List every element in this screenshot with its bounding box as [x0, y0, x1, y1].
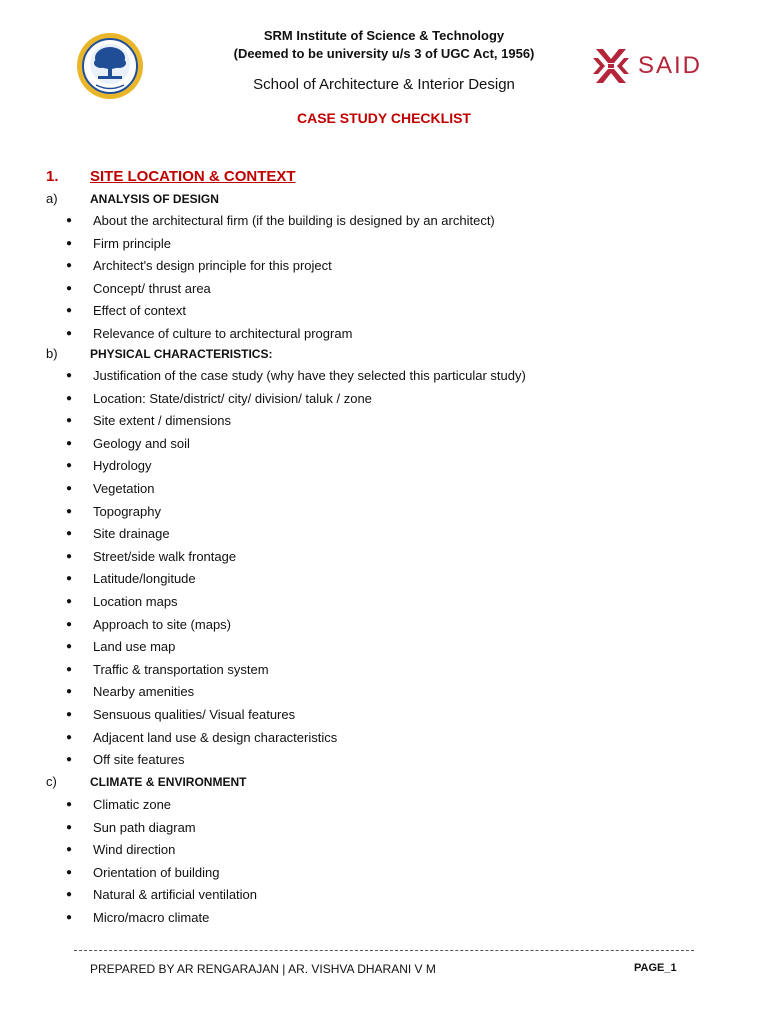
bullet-icon: ● — [66, 327, 73, 339]
bullet-icon: ● — [66, 392, 73, 404]
list-item-text: Location: State/district/ city/ division/ taluk / zone — [93, 390, 372, 406]
subsection-title: PHYSICAL CHARACTERISTICS: — [90, 347, 273, 361]
list-item — [66, 365, 526, 388]
bullet-icon: ● — [66, 686, 73, 698]
list-item — [66, 568, 526, 591]
bullet-icon: ● — [66, 305, 73, 317]
subsection-heading-a — [46, 189, 219, 209]
list-item-text: Wind direction — [93, 842, 176, 858]
bullet-icon: ● — [66, 821, 73, 833]
list-item — [66, 501, 526, 524]
subsection-letter: b) — [46, 346, 58, 361]
bullet-icon: ● — [66, 437, 73, 449]
checklist-a — [66, 210, 495, 346]
list-item — [66, 255, 495, 278]
said-emblem-icon — [592, 46, 630, 86]
list-item — [66, 233, 495, 256]
bullet-icon: ● — [66, 550, 73, 562]
list-item-text: Climatic zone — [93, 797, 172, 812]
bullet-icon: ● — [66, 460, 73, 472]
section-number: 1. — [46, 168, 59, 185]
bullet-icon: ● — [66, 866, 73, 878]
list-item — [66, 278, 495, 301]
bullet-icon: ● — [66, 482, 73, 494]
bullet-icon: ● — [66, 844, 73, 856]
list-item — [66, 323, 495, 346]
document-title: CASE STUDY CHECKLIST — [297, 110, 471, 126]
subsection-letter: a) — [46, 191, 58, 206]
list-item — [66, 704, 526, 727]
school-name: School of Architecture & Interior Design — [253, 76, 515, 93]
bullet-icon: ● — [66, 573, 73, 585]
list-item-text: Concept/ thrust area — [93, 280, 211, 296]
list-item-text: Traffic & transportation system — [93, 661, 269, 677]
list-item-text: Natural & artificial ventilation — [93, 887, 258, 903]
list-item-text: Site extent / dimensions — [93, 413, 232, 429]
list-item — [66, 210, 495, 233]
bullet-icon: ● — [66, 663, 73, 675]
bullet-icon: ● — [66, 260, 73, 272]
footer-prepared-by: PREPARED BY AR RENGARAJAN | AR. VISHVA DHARANI V M — [90, 962, 436, 976]
section-heading — [46, 168, 296, 185]
footer-divider — [74, 950, 694, 951]
list-item — [66, 681, 526, 704]
list-item-text: Off site features — [93, 752, 185, 768]
list-item — [66, 300, 495, 323]
bullet-icon: ● — [66, 237, 73, 249]
list-item — [66, 817, 257, 840]
list-item — [66, 839, 257, 862]
list-item-text: Firm principle — [93, 235, 172, 251]
list-item-text: Site drainage — [93, 526, 170, 542]
list-item — [66, 636, 526, 659]
footer-page-number: PAGE_1 — [634, 962, 677, 974]
subsection-letter: c) — [46, 774, 57, 789]
bullet-icon: ● — [66, 618, 73, 630]
list-item — [66, 478, 526, 501]
list-item-text: Location maps — [93, 593, 178, 609]
subsection-title: ANALYSIS OF DESIGN — [90, 192, 219, 206]
checklist-c — [66, 794, 257, 930]
list-item — [66, 907, 257, 930]
bullet-icon: ● — [66, 505, 73, 517]
list-item-text: Hydrology — [93, 458, 152, 474]
bullet-icon: ● — [66, 370, 73, 381]
subsection-heading-b — [46, 344, 272, 364]
list-item — [66, 591, 526, 614]
section-title: SITE LOCATION & CONTEXT — [90, 168, 296, 185]
list-item — [66, 433, 526, 456]
bullet-icon: ● — [66, 415, 73, 427]
list-item-text: Micro/macro climate — [93, 909, 210, 925]
list-item-text: Adjacent land use & design characteristics — [93, 729, 338, 745]
list-item — [66, 659, 526, 682]
list-item-text: Approach to site (maps) — [93, 616, 232, 632]
list-item — [66, 410, 526, 433]
bullet-icon: ● — [66, 889, 73, 901]
list-item-text: Latitude/longitude — [93, 571, 196, 587]
said-logo-text: SAID — [638, 52, 703, 79]
subsection-title: CLIMATE & ENVIRONMENT — [90, 775, 247, 789]
said-logo — [592, 46, 704, 90]
bullet-icon: ● — [66, 911, 73, 923]
checklist-b — [66, 365, 526, 772]
list-item — [66, 455, 526, 478]
list-item-text: Topography — [93, 503, 161, 519]
list-item-text: Sun path diagram — [93, 819, 196, 835]
institution-name: SRM Institute of Science & Technology — [263, 28, 505, 43]
bullet-icon: ● — [66, 641, 73, 653]
list-item — [66, 546, 526, 569]
list-item — [66, 884, 257, 907]
list-item — [66, 523, 526, 546]
list-item-text: Geology and soil — [93, 435, 190, 451]
bullet-icon: ● — [66, 282, 73, 294]
list-item — [66, 614, 526, 637]
list-item-text: Land use map — [93, 639, 176, 655]
bullet-icon: ● — [66, 595, 73, 607]
subsection-heading-c — [46, 772, 246, 792]
bullet-icon: ● — [66, 799, 73, 810]
list-item-text: Vegetation — [93, 480, 155, 496]
list-item-text: Street/side walk frontage — [93, 548, 237, 564]
list-item-text: Effect of context — [93, 303, 186, 319]
list-item-text: Nearby amenities — [93, 684, 195, 700]
list-item — [66, 749, 526, 772]
list-item-text: Relevance of culture to architectural program — [93, 325, 353, 341]
bullet-icon: ● — [66, 708, 73, 720]
institution-subtitle: (Deemed to be university u/s 3 of UGC Act, 1956) — [233, 46, 535, 61]
list-item — [66, 727, 526, 750]
bullet-icon: ● — [66, 731, 73, 743]
list-item — [66, 862, 257, 885]
bullet-icon: ● — [66, 754, 73, 766]
list-item-text: Architect's design principle for this project — [93, 258, 332, 274]
list-item-text: Sensuous qualities/ Visual features — [93, 706, 296, 722]
list-item-text: Justification of the case study (why have they selected this particular study) — [93, 368, 526, 383]
list-item — [66, 794, 257, 817]
list-item — [66, 388, 526, 411]
bullet-icon: ● — [66, 215, 73, 226]
list-item-text: About the architectural firm (if the building is designed by an architect) — [93, 213, 495, 228]
list-item-text: Orientation of building — [93, 864, 220, 880]
bullet-icon: ● — [66, 528, 73, 540]
